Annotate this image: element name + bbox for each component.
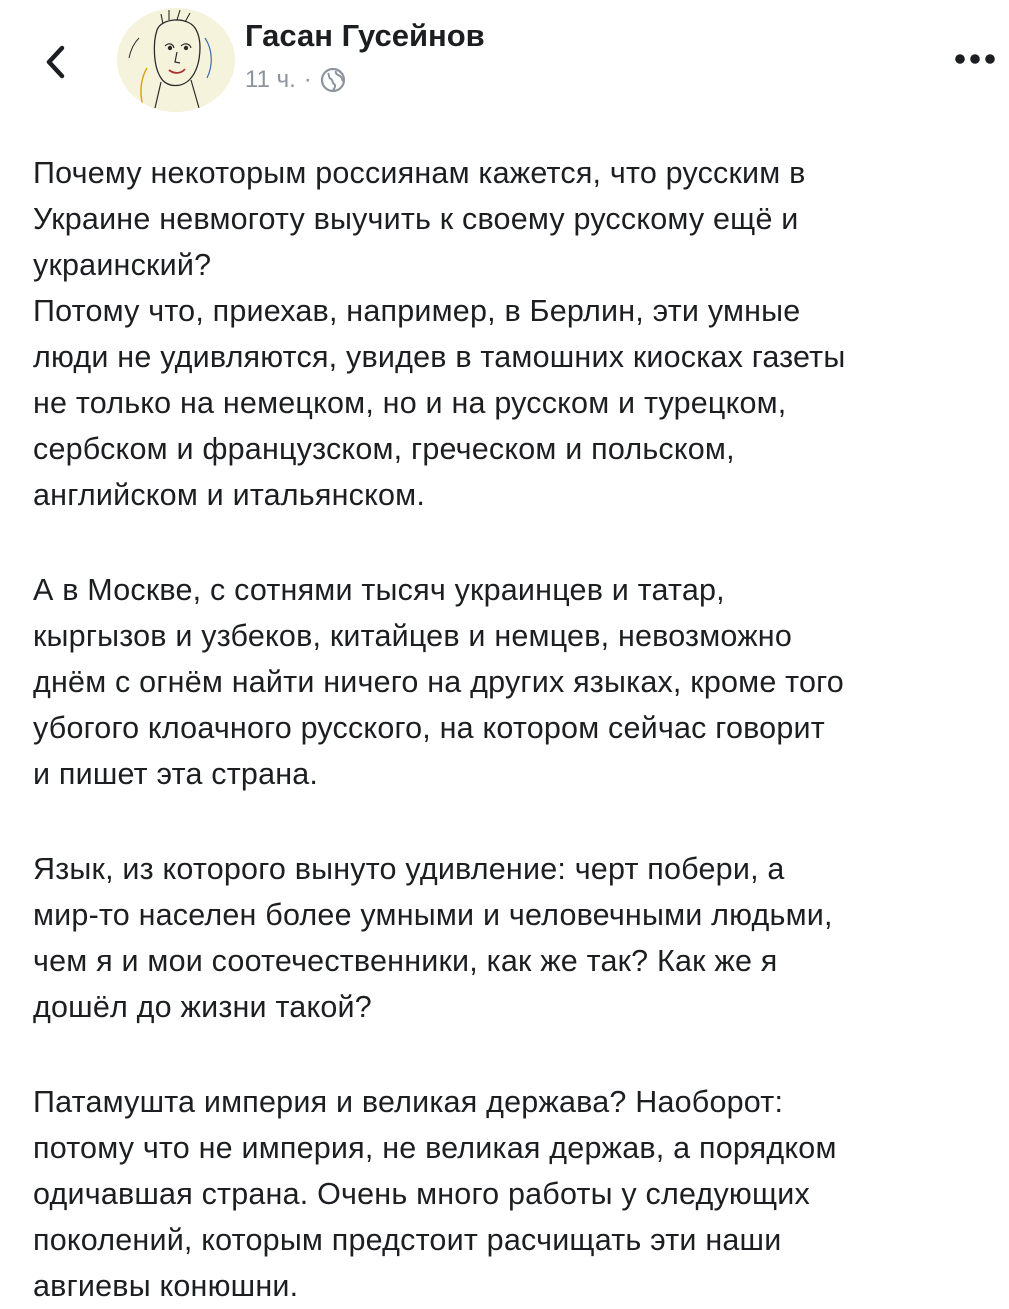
post-line: днём с огнём найти ничего на других языках, кроме того	[33, 665, 844, 699]
meta-separator: ·	[303, 66, 312, 93]
post-paragraph	[33, 846, 993, 1030]
post-line: авгиевы конюшни.	[33, 1269, 299, 1303]
post-line: не только на немецком, но и на русском и турецком,	[33, 386, 787, 420]
more-options-button[interactable]	[950, 44, 1000, 74]
post-line: убогого клоачного русского, на котором сейчас говорит	[33, 711, 825, 745]
more-icon	[953, 53, 997, 65]
post-line: А в Москве, с сотнями тысяч украинцев и татар,	[33, 573, 725, 607]
post-line: кыргызов и узбеков, китайцев и немцев, невозможно	[33, 619, 793, 653]
post-line: потому что не империя, не великая держав, а порядком	[33, 1131, 837, 1165]
post-text	[33, 150, 993, 1309]
post-line: и пишет эта страна.	[33, 757, 319, 791]
post-line: сербском и французском, греческом и польском,	[33, 432, 735, 466]
post-line: Язык, из которого вынуто удивление: черт побери, а	[33, 852, 785, 886]
paragraph-gap	[33, 797, 993, 846]
chevron-left-icon	[44, 44, 66, 80]
post-line: мир-то населен более умными и человечными людьми,	[33, 898, 833, 932]
avatar[interactable]	[117, 8, 235, 112]
post-paragraph	[33, 150, 993, 518]
post-line: Потому что, приехав, например, в Берлин, эти умные	[33, 294, 801, 328]
back-button[interactable]	[30, 34, 80, 90]
post-line: поколений, которым предстоит расчищать эти наши	[33, 1223, 782, 1257]
post-paragraph	[33, 1079, 993, 1309]
post-time[interactable]: 11 ч.	[245, 66, 296, 93]
post-line: Патамушта империя и великая держава? Наоборот:	[33, 1085, 784, 1119]
post-line: Почему некоторым россиянам кажется, что русским в	[33, 156, 806, 190]
post-line: чем я и мои соотечественники, как же так? Как же я	[33, 944, 778, 978]
paragraph-gap	[33, 1030, 993, 1079]
post-line: Украине невмоготу выучить к своему русскому ещё и	[33, 202, 799, 236]
post-meta	[245, 66, 346, 94]
post-line: люди не удивляются, увидев в тамошних киосках газеты	[33, 340, 846, 374]
post-line: английском и итальянском.	[33, 478, 425, 512]
post-line: украинский?	[33, 248, 212, 282]
paragraph-gap	[33, 518, 993, 567]
author-name[interactable]: Гасан Гусейнов	[245, 18, 485, 53]
avatar-drawing	[117, 8, 235, 112]
post-header	[0, 0, 1009, 130]
post-line: дошёл до жизни такой?	[33, 990, 372, 1024]
globe-icon[interactable]	[320, 67, 346, 93]
post-line: одичавшая страна. Очень много работы у следующих	[33, 1177, 810, 1211]
post-paragraph	[33, 567, 993, 797]
